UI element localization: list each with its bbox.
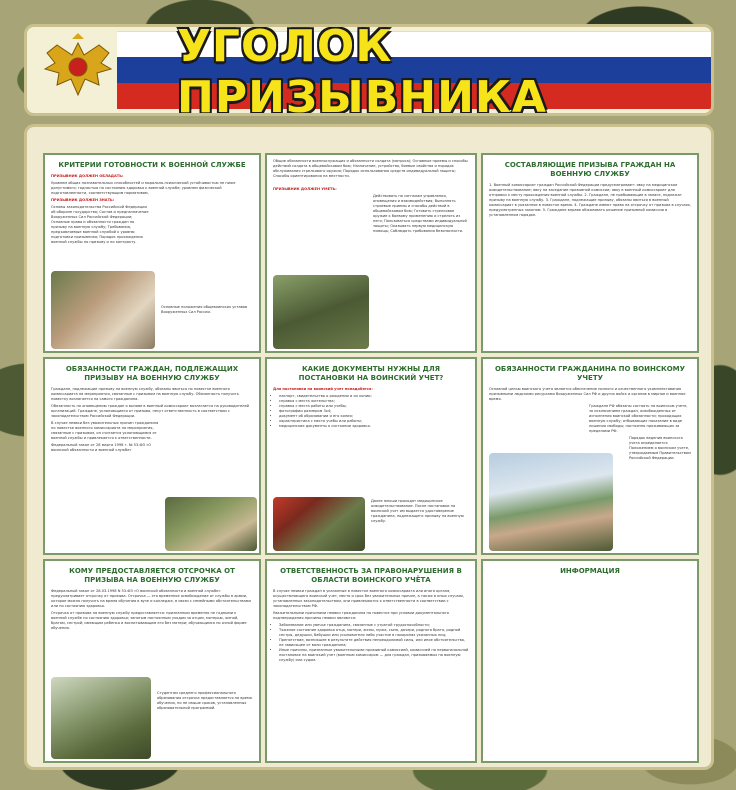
list-item: • Тяжелое состояние здоровья отца, матери, жены, мужа, сына, дочери, родного брата, родной сестры, дедушки, бабушки или усыновителя либо участие в похоронах указанных лиц; xyxy=(279,628,469,638)
paragraph: Обязанность по оповещению граждан о вызове в военный комиссариат возлагается на руководителей организаций. Граждане, уклоняющиеся от призыва, несут ответственность в соответствии с законодательством Российской Федерации. xyxy=(51,404,250,418)
list-item: • паспорт, свидетельство о рождении и их копии; xyxy=(279,394,469,399)
paragraph: Основные положения общевоинских уставов Вооруженных Сил России. xyxy=(161,305,248,314)
reasons-list xyxy=(273,623,469,663)
panel-recruit-skills xyxy=(265,153,477,353)
paragraph: Уровнем общих познавательных способностей и морально-психической устойчивостью не ниже допустимого; годностью по состоянию здоровья к военной службе; уровнем физической подготовленности, соответствующим нормативам. xyxy=(51,181,236,195)
subheading: ПРИЗЫВНИК ДОЛЖЕН ОБЛАДАТЬ: xyxy=(51,174,124,178)
photo-soldier-kneeling xyxy=(165,497,257,551)
panel-title: КРИТЕРИИ ГОТОВНОСТИ К ВОЕННОЙ СЛУЖБЕ xyxy=(58,161,246,169)
paragraph: Порядок ведения воинского учета определяется Положением о воинском учете, утверждаемым Правительством Российской Федерации. xyxy=(629,436,691,460)
subheading: ПРИЗЫВНИК ДОЛЖЕН ЗНАТЬ: xyxy=(51,198,115,202)
panel-responsibility xyxy=(265,559,477,763)
panel-conscription-components xyxy=(481,153,699,353)
paragraph: Граждане РФ обязаны состоять на воинском учете, за исключением граждан, освобожденных от исполнения воинской обязанности; проходящих военную службу; отбывающих наказание в виде лишения свободы; постоянно проживающих за пределами РФ. xyxy=(589,404,688,433)
list-item: • справка с места работы или учебы; xyxy=(279,404,469,409)
paragraph: 1. Военный комиссариат граждан Российской Федерации предусматривает: явку на медицинское освидетельствование; явку на заседание призывной комиссии; явку в военный комиссариат для отправки к месту прохождения военной службы. 2. Граждане, не пребывающие в запасе, подлежат призыву на военную службу. 3. Граждане, подлежащие призыву, обязаны явиться в военный комиссариат в указанное в повестке время. 4. Граждане имеют право на отсрочку от призыва в случаях, предусмотренных законом. 5. Граждане вправе обжаловать решение призывной комиссии в установленном порядке. xyxy=(489,183,691,217)
double-headed-eagle-icon xyxy=(39,33,117,109)
panel-title: СОСТАВЛЯЮЩИЕ ПРИЗЫВА ГРАЖДАН НА ВОЕННУЮ СЛУЖБУ xyxy=(504,161,676,178)
panel-title: ОБЯЗАННОСТИ ГРАЖДАНИНА ПО ВОИНСКОМУ УЧЕТУ xyxy=(494,365,686,382)
law-reference: Федеральный закон от 28 марта 1998 г. № 53-ФЗ «О воинской обязанности и военной службе» xyxy=(51,443,152,452)
paragraph: Общие обязанности военнослужащих и обязанности солдата (матроса); Основные приемы и способы действий солдата в общевойсковом бою; Назначение, устройство, боевые свойства и порядок обслуживания стрелкового оружия; Порядок использования средств индивидуальной защиты; Способы ориентирования на местности. xyxy=(273,159,468,178)
list-item: • Препятствие, возникшее в результате действия непреодолимой силы, или иное обстоятельство, не зависящее от воли гражданина; xyxy=(279,638,469,648)
subheading: ПРИЗЫВНИК ДОЛЖЕН УМЕТЬ: xyxy=(273,187,337,191)
photo-oath-ceremony xyxy=(273,497,365,551)
documents-list xyxy=(273,394,469,429)
panel-title: КОМУ ПРЕДОСТАВЛЯЕТСЯ ОТСРОЧКА ОТ ПРИЗЫВА НА ВОЕННУЮ СЛУЖБУ xyxy=(69,567,235,584)
panel-title: ОТВЕТСТВЕННОСТЬ ЗА ПРАВОНАРУШЕНИЯ В ОБЛАСТИ ВОИНСКОГО УЧЁТА xyxy=(280,567,462,584)
paragraph: Основы законодательства Российской Федерации об обороне государства; Состав и предназначение Вооруженных Сил Российской Федерации; Основные права и обязанности граждан по призыву на военную службу; Требования, предъявляемые военной службой к уровню подготовки призывника; Порядок прохождения военной службы по призыву и по контракту. xyxy=(51,205,149,244)
paragraph: Основной целью воинского учета является обеспечение полного и качественного укомплектования призывными людскими ресурсами Вооруженных Сил РФ и других войск и органов в мирное и военное время. xyxy=(489,387,686,401)
list-item: • фотографии размером 3х4; xyxy=(279,409,469,414)
paragraph: Федеральный закон от 28.03.1998 N 53-ФЗ «О воинской обязанности и военной службе» предусматривает отсрочку от призыва. Отсрочка — это временное освобождение от службы в армии, которое можно получить на время обучения в вузе и колледже, в связи с семейными обстоятельствами или по состоянию здоровья. xyxy=(51,589,251,608)
list-item: • медицинские документы о состоянии здоровья. xyxy=(279,424,469,429)
panel-title: ОБЯЗАННОСТИ ГРАЖДАН, ПОДЛЕЖАЩИХ ПРИЗЫВУ НА ВОЕННУЮ СЛУЖБУ xyxy=(65,365,239,382)
paragraph: Далее юноши проходят медицинское освидетельствование. После постановки на воинский учет им выдается удостоверение гражданина, подлежащего призыву на военную службу. xyxy=(371,499,464,523)
subheading: Для постановки на воинский учет понадобятся: xyxy=(273,387,373,391)
paragraph: Отсрочка от призыва на военную службу предоставляется: признанным временно не годными к военной службе по состоянию здоровья; занятым постоянным уходом за отцом, матерью, женой, братом, сестрой; имеющим ребенка и воспитывающим его без матери; обучающимся по очной форме обучения. xyxy=(51,611,247,630)
panel-registration-duties xyxy=(481,357,699,555)
paragraph: Студентам среднего профессионального образования отсрочка предоставляется на время обучения, но не свыше сроков, установленных образовательной программой. xyxy=(157,691,252,710)
photo-soldiers-marching xyxy=(51,677,151,759)
panel-information xyxy=(481,559,699,763)
paragraph: Граждане, подлежащие призыву на военную службу, обязаны явиться по повестке военного комиссариата на мероприятия, связанные с призывом на военную службу. Обязанность получить повестку возлагается на самого гражданина. xyxy=(51,387,239,401)
panel-readiness-criteria xyxy=(43,153,261,353)
paragraph: Уважительными причинами неявки гражданина по повестке при условии документального подтверждения причины неявки являются: xyxy=(273,611,449,620)
panel-title: ИНФОРМАЦИЯ xyxy=(560,567,620,575)
photo-soldiers-formation xyxy=(273,275,369,349)
paragraph: В случае неявки без уважительных причин гражданина по повестке военного комиссариата на мероприятия, связанные с призывом, он считается уклоняющимся от военной службы и привлекается к ответственности. xyxy=(51,421,159,440)
list-item: • Иные причины, признанные уважительными призывной комиссией, комиссией по первоначальной постановке на воинский учет (военным комиссаром — для граждан, призываемых на военную службу) или судом. xyxy=(279,648,469,663)
panel-deferment xyxy=(43,559,261,763)
paragraph: В случае неявки граждан в указанные в повестке военного комиссариата или иного органа, осуществляющего воинский учет, место и срок без уважительных причин, а также в иных случаях, установленных законодательством, они привлекаются к ответственности в соответствии с законодательством РФ. xyxy=(273,589,465,608)
header-banner xyxy=(24,24,714,116)
list-item: • Заболевание или увечье гражданина, связанные с утратой трудоспособности; xyxy=(279,623,469,628)
list-item: • характеристика с места учебы или работы; xyxy=(279,419,469,424)
page-title: УГОЛОК ПРИЗЫВНИКА xyxy=(177,24,547,116)
panel-registration-documents xyxy=(265,357,477,555)
paragraph: Действовать по сигналам управления, оповещения и взаимодействия; Выполнять строевые приемы и способы действий в общевойсковом бою; Готовить стрелковое оружие к боевому применению и стрелять из него; Пользоваться средствами индивидуальной защиты; Оказывать первую медицинскую помощь; Соблюдать требования безопасности. xyxy=(373,194,467,233)
photo-military-building xyxy=(489,453,613,551)
photo-recruits-medical xyxy=(51,271,155,349)
list-item: • справка с места жительства; xyxy=(279,399,469,404)
panel-citizen-duties xyxy=(43,357,261,555)
list-item: • документ об образовании и его копия; xyxy=(279,414,469,419)
content-frame xyxy=(24,124,714,770)
panel-title: КАКИЕ ДОКУМЕНТЫ НУЖНЫ ДЛЯ ПОСТАНОВКИ НА ВОИНСКИЙ УЧЕТ? xyxy=(298,365,444,382)
